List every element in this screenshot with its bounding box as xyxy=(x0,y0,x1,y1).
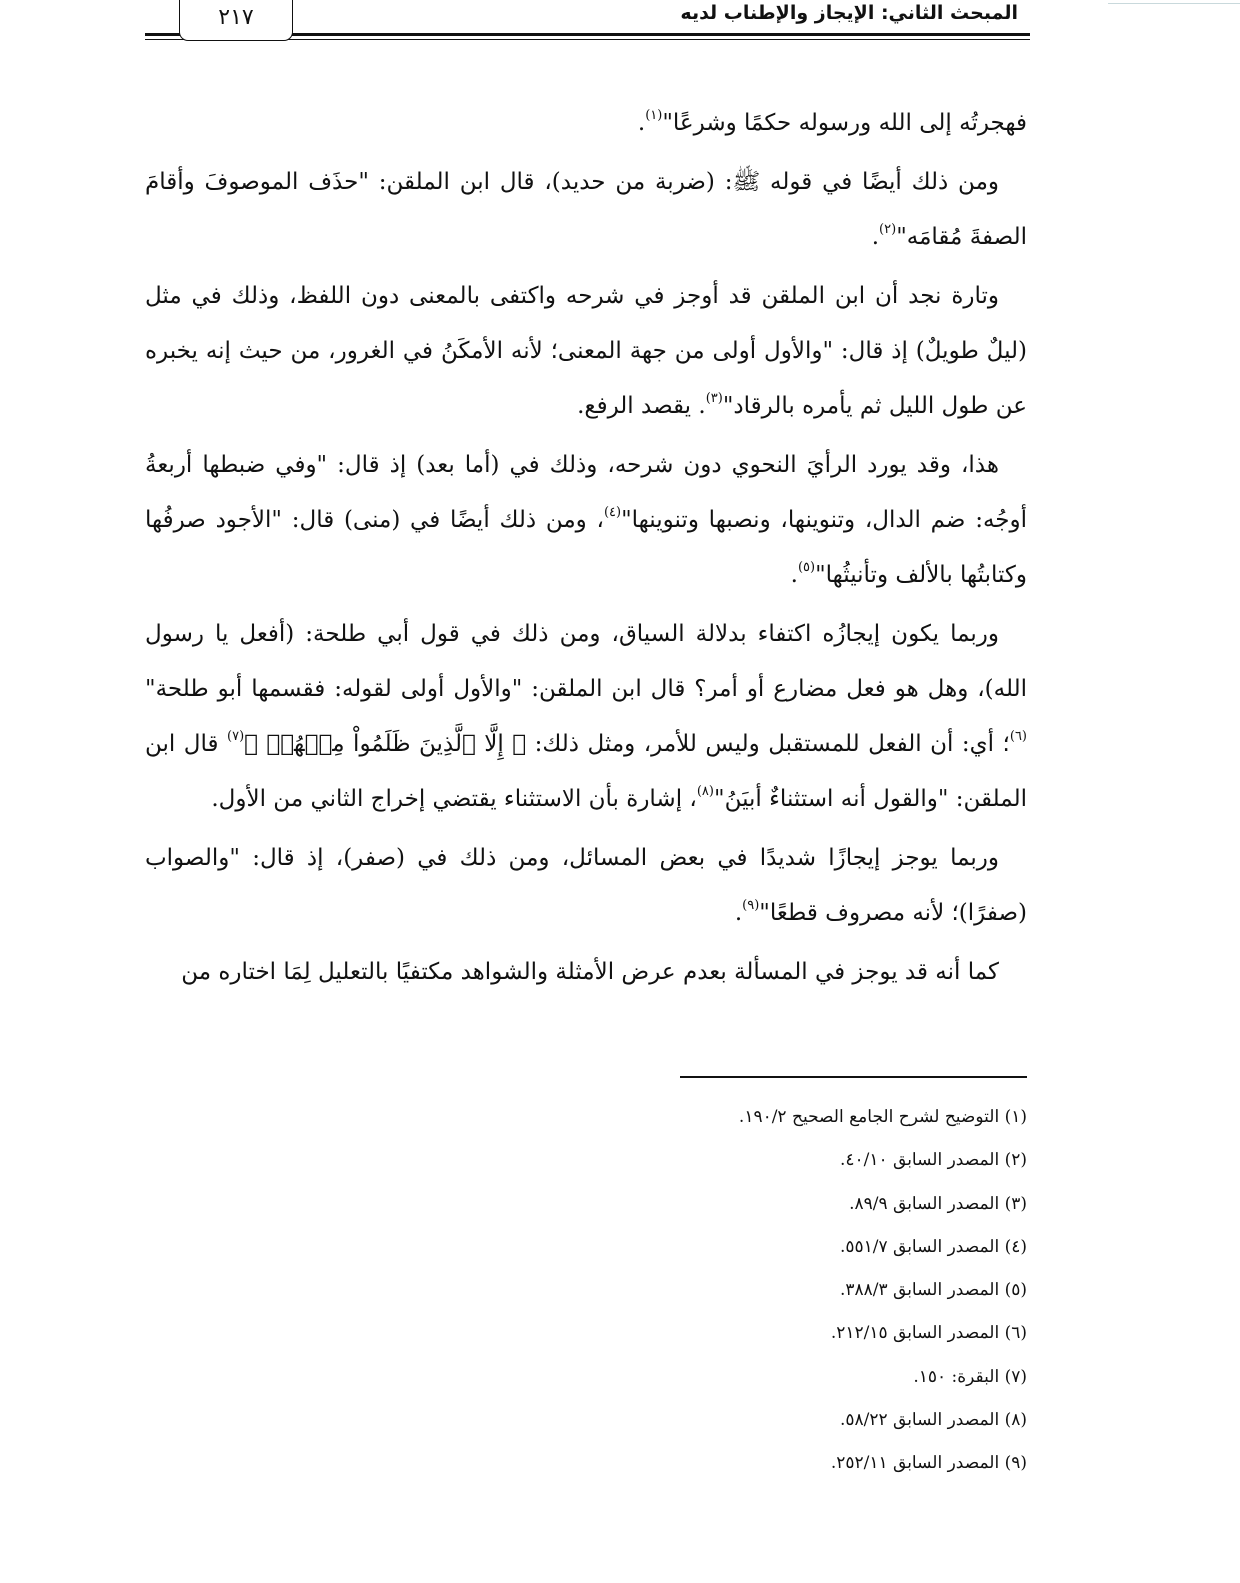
paragraph xyxy=(145,945,1027,1000)
footnote-ref[interactable]: (٣) xyxy=(705,391,723,406)
paragraph-text: . xyxy=(637,110,646,136)
paragraph xyxy=(145,155,1027,265)
footnote-ref[interactable]: (٧) xyxy=(227,729,245,744)
paragraph-text: ومن ذلك أيضًا في قوله ﷺ: (ضربة من حديد)، قال ابن الملقن: "حذَف الموصوفَ وأقامَ الصفةَ مُقامَه" xyxy=(145,169,1027,250)
chapter-title: المبحث الثاني: الإيجاز والإطناب لديه xyxy=(680,2,1018,24)
paragraph-text: . xyxy=(871,224,880,250)
paragraph xyxy=(145,607,1027,827)
paragraph-text: ، ومن ذلك أيضًا في (منى) قال: "الأجود صرفُها وكتابتُها بالألف وتأنيثُها" xyxy=(145,507,1027,588)
paragraph-text: هذا، وقد يورد الرأيَ النحوي دون شرحه، وذلك في (أما بعد) إذ قال: "وفي ضبطها أربعةُ أوجُه: ضم الدال، وتنوينها، ونصبها وتنوينها" xyxy=(145,452,1027,533)
paragraph xyxy=(145,438,1027,603)
footnote-item: (٧) البقرة: ١٥٠. xyxy=(913,1366,1027,1387)
footnote-separator xyxy=(680,1076,1027,1078)
paragraph-text: وربما يكون إيجازُه اكتفاء بدلالة السياق، ومن ذلك في قول أبي طلحة: (أفعل يا رسول الله)، وهل هو فعل مضارع أو أمر؟ قال ابن الملقن: "والأول أولى لقوله: فقسمها أبو طلحة" xyxy=(145,621,1027,702)
footnote-ref[interactable]: (٦) xyxy=(1009,729,1027,744)
paragraph-text: وتارة نجد أن ابن الملقن قد أوجز في شرحه واكتفى بالمعنى دون اللفظ، وذلك في مثل (ليلٌ طويلٌ) إذ قال: "والأول أولى من جهة المعنى؛ لأنه الأمكَنُ في الغرور، من حيث إنه يخبره عن طول الليل ثم يأمره بالرقاد" xyxy=(145,283,1027,419)
paragraph-text: وربما يوجز إيجازًا شديدًا في بعض المسائل، ومن ذلك في (صفر)، إذ قال: "والصواب (صفرًا)؛ لأنه مصروف قطعًا" xyxy=(145,845,1027,926)
footnote-item: (٨) المصدر السابق ٥٨/٢٢. xyxy=(839,1410,1027,1431)
body-text xyxy=(145,96,1027,1004)
footnote-item: (٦) المصدر السابق ٢١٢/١٥. xyxy=(830,1323,1027,1344)
footnote-ref[interactable]: (٨) xyxy=(696,784,714,799)
footnote-item: (٣) المصدر السابق ٨٩/٩. xyxy=(849,1193,1027,1214)
paragraph xyxy=(145,269,1027,434)
footnote-item: (٥) المصدر السابق ٣٨٨/٣. xyxy=(839,1280,1027,1301)
corner-decoration xyxy=(1108,3,1240,4)
footnote-item: (٢) المصدر السابق ٤٠/١٠. xyxy=(839,1150,1027,1171)
paragraph xyxy=(145,831,1027,941)
paragraph-text: . xyxy=(734,900,743,926)
footnote-ref[interactable]: (٤) xyxy=(603,505,622,520)
footnote-item: (١) التوضيح لشرح الجامع الصحيح ١٩٠/٢. xyxy=(738,1107,1027,1127)
footnote-ref[interactable]: (٥) xyxy=(797,560,816,575)
footnote-ref[interactable]: (٩) xyxy=(742,898,760,913)
paragraph-text: قال ابن الملقن: "والقول أنه استثناءٌ أبيَنُ" xyxy=(145,731,1027,812)
paragraph xyxy=(145,96,1027,151)
running-header xyxy=(145,0,1030,46)
page-number: ٢١٧ xyxy=(179,0,293,41)
footnote-item: (٩) المصدر السابق ٢٥٢/١١. xyxy=(830,1453,1027,1474)
footnotes xyxy=(145,1096,1027,1486)
footnote-item: (٤) المصدر السابق ٥٥١/٧. xyxy=(839,1236,1027,1257)
footnote-ref[interactable]: (٢) xyxy=(879,222,897,237)
paragraph-text: . يقصد الرفع. xyxy=(577,393,706,419)
paragraph-text: ، إشارة بأن الاستثناء يقتضي إخراج الثاني من الأول. xyxy=(211,786,697,812)
footnote-ref[interactable]: (١) xyxy=(645,108,663,123)
paragraph-text: فهجرتُه إلى الله ورسوله حكمًا وشرعًا" xyxy=(662,110,1027,136)
paragraph-text: ؛ أي: أن الفعل للمستقبل وليس للأمر، ومثل ذلك: ﴿ إِلَّا ٱلَّذِينَ ظَلَمُواْ مِنۡهُمۡ ﴾ xyxy=(244,731,1010,757)
paragraph-text: . xyxy=(790,562,798,588)
paragraph-text: كما أنه قد يوجز في المسألة بعدم عرض الأمثلة والشواهد مكتفيًا بالتعليل لِمَا اختاره من xyxy=(181,959,999,985)
